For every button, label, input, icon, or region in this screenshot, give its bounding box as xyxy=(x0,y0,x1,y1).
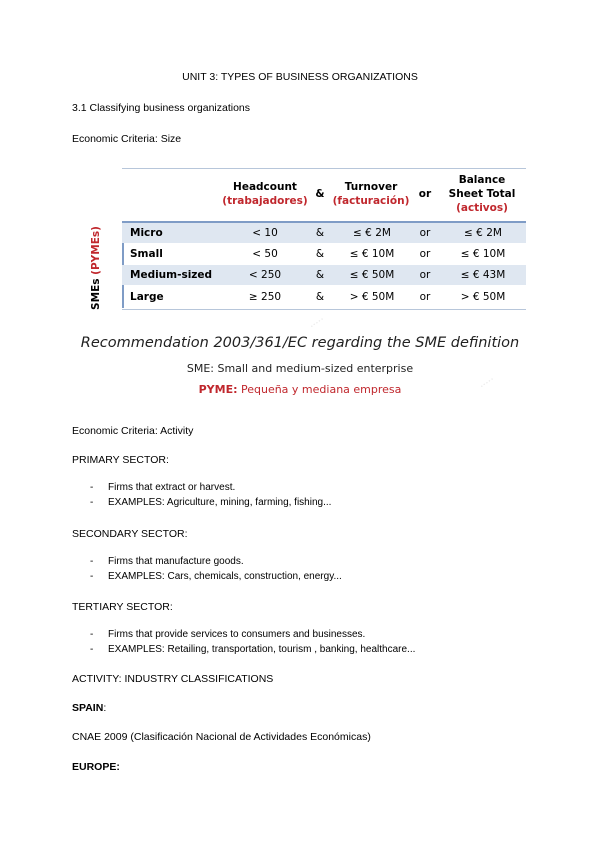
cell-balance: ≤ € 2M xyxy=(464,227,502,239)
header-balance-es: (activos) xyxy=(456,202,508,214)
page-title: UNIT 3: TYPES OF BUSINESS ORGANIZATIONS xyxy=(182,71,418,83)
cell-headcount: < 50 xyxy=(252,248,278,260)
header-or: or xyxy=(418,188,432,200)
sme-definition: SME: Small and medium-sized enterprise xyxy=(186,362,414,375)
cell-turnover: ≤ € 2M xyxy=(353,227,391,239)
cell-turnover: ≤ € 50M xyxy=(349,269,395,281)
row-label: Small xyxy=(130,248,163,260)
cell-balance: ≤ € 43M xyxy=(460,269,506,281)
cell-or: or xyxy=(419,269,431,281)
pyme-definition: PYME: Pequeña y mediana empresa xyxy=(198,383,402,396)
row-label: Large xyxy=(130,291,164,303)
watermark-icon: ◦ ◦ ◦ ◦ ◦ xyxy=(309,316,325,330)
sme-size-table xyxy=(70,168,526,310)
cell-amp: & xyxy=(315,227,325,239)
cell-balance: > € 50M xyxy=(460,291,506,303)
row-label: Medium-sized xyxy=(130,269,213,281)
cell-turnover: ≤ € 10M xyxy=(349,248,395,260)
header-headcount-es: (trabajadores) xyxy=(222,195,308,207)
watermark-icon: ◦ ◦ ◦ ◦ ◦ xyxy=(479,376,495,390)
activity-classifications-heading: ACTIVITY: INDUSTRY CLASSIFICATIONS xyxy=(72,673,274,685)
secondary-heading: SECONDARY SECTOR: xyxy=(72,528,188,540)
criteria-activity-heading: Economic Criteria: Activity xyxy=(72,425,194,437)
cell-balance: ≤ € 10M xyxy=(460,248,506,260)
cnae-text: CNAE 2009 (Clasificación Nacional de Actividades Económicas) xyxy=(72,731,371,743)
cell-amp: & xyxy=(315,248,325,260)
recommendation-title: Recommendation 2003/361/EC regarding the SME definition xyxy=(80,335,520,351)
cell-headcount: ≥ 250 xyxy=(248,291,282,303)
cell-or: or xyxy=(419,291,431,303)
tertiary-heading: TERTIARY SECTOR: xyxy=(72,601,173,613)
cell-or: or xyxy=(419,227,431,239)
row-label: Micro xyxy=(130,227,163,239)
criteria-size-heading: Economic Criteria: Size xyxy=(72,133,182,145)
cell-headcount: < 10 xyxy=(252,227,278,239)
cell-turnover: > € 50M xyxy=(349,291,395,303)
section-heading: 3.1 Classifying business organizations xyxy=(72,102,251,114)
cell-or: or xyxy=(419,248,431,260)
header-balance-2: Sheet Total xyxy=(448,188,516,200)
cell-amp: & xyxy=(315,269,325,281)
header-turnover-es: (facturación) xyxy=(332,195,410,207)
cell-amp: & xyxy=(315,291,325,303)
header-headcount: Headcount xyxy=(233,181,297,193)
spain-heading: SPAIN: xyxy=(72,702,107,714)
primary-heading: PRIMARY SECTOR: xyxy=(72,454,169,466)
header-balance: Balance xyxy=(458,174,506,186)
header-amp: & xyxy=(315,188,325,200)
header-turnover: Turnover xyxy=(344,181,398,193)
europe-heading: EUROPE: xyxy=(72,761,120,773)
cell-headcount: < 250 xyxy=(248,269,282,281)
smes-side-label: SMEs (PYMEs) xyxy=(90,226,102,310)
